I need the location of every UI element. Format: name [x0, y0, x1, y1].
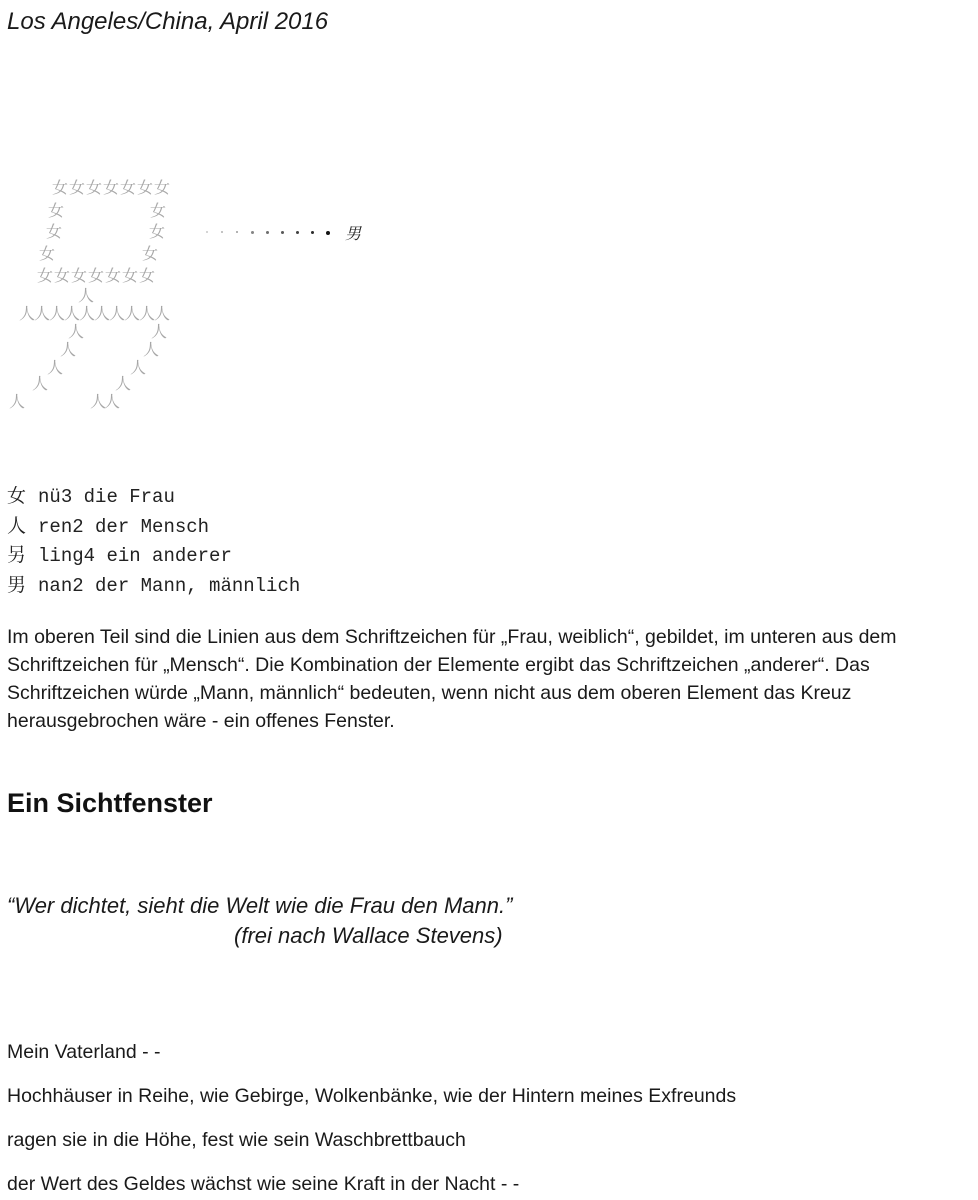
figure-glyph: 人: [68, 322, 85, 341]
figure-glyph: 女: [103, 178, 120, 197]
figure-glyph: 人: [78, 286, 95, 305]
figure-glyph: 人: [139, 304, 156, 323]
figure-glyph: 人: [124, 304, 141, 323]
glossary-meaning: der Mann, männlich: [95, 575, 301, 597]
glossary-pinyin: nü3: [38, 486, 73, 508]
figure-glyph: 女: [46, 222, 63, 241]
section-title: Ein Sichtfenster: [7, 788, 213, 818]
figure-glyph: 女: [71, 266, 88, 285]
connector-dot: [296, 231, 299, 234]
glossary-entry: [7, 570, 300, 597]
glossary-char: 男: [7, 574, 27, 596]
glossary-char: 女: [7, 485, 27, 507]
connector-dot: [326, 231, 330, 235]
glossary-pinyin: nan2: [38, 575, 84, 597]
figure-glyph: 人: [109, 304, 126, 323]
figure-glyph: 人: [49, 304, 66, 323]
figure-glyph: 女: [54, 266, 71, 285]
poem-line: Hochhäuser in Reihe, wie Gebirge, Wolkenbänke, wie der Hintern meines Exfreunds: [7, 1085, 737, 1107]
poem-line: Mein Vaterland - -: [7, 1041, 161, 1063]
connector-dot: [221, 231, 223, 233]
place-date-header: Los Angeles/China, April 2016: [7, 8, 329, 35]
glossary-meaning: der Mensch: [95, 516, 210, 538]
character-figure: [0, 176, 200, 416]
figure-glyph: 女: [37, 266, 54, 285]
connector-dot: [266, 231, 269, 234]
figure-glyph: 人: [9, 392, 26, 411]
figure-glyph: 女: [39, 244, 56, 263]
figure-glyph: 女: [88, 266, 105, 285]
figure-glyph: 女: [150, 201, 167, 220]
figure-glyph: 人: [151, 322, 168, 341]
figure-glyph: 女: [137, 178, 154, 197]
connector-dot: [251, 231, 254, 234]
explanation-paragraph: Im oberen Teil sind die Linien aus dem Schriftzeichen für „Frau, weiblich“, gebildet, im unteren aus dem Schriftzeichen für „Mensch“. Die Kombination der Elemente ergibt das Schriftzeichen „anderer“. Das Schriftzeichen würde „Mann, männlich“ bedeuten, wenn nicht aus dem oberen Element das Kreuz herausgebrochen wäre - ein offenes Fenster.: [7, 626, 897, 732]
figure-glyph: 女: [120, 178, 137, 197]
glossary-pinyin: ren2: [38, 516, 84, 538]
connector-dot: [281, 231, 284, 234]
figure-glyph: 女: [139, 266, 156, 285]
figure-glyph: 女: [142, 244, 159, 263]
figure-glyph: 女: [105, 266, 122, 285]
glossary-char: 人: [7, 515, 27, 537]
glossary-char: 另: [7, 544, 27, 566]
figure-glyph: 人: [19, 304, 36, 323]
figure-glyph: 女: [86, 178, 103, 197]
figure-glyph: 人: [32, 374, 49, 393]
figure-glyph: 人: [90, 392, 107, 411]
connector-dot: [206, 231, 208, 233]
figure-glyph: 人: [104, 392, 121, 411]
epigraph-attribution: (frei nach Wallace Stevens): [234, 923, 503, 948]
figure-glyph: 人: [79, 304, 96, 323]
glossary-meaning: die Frau: [83, 486, 175, 508]
result-character: 男: [345, 224, 362, 243]
figure-glyph: 人: [154, 304, 171, 323]
figure-glyph: 人: [47, 358, 64, 377]
figure-glyph: 人: [34, 304, 51, 323]
glossary-entry: [7, 540, 232, 567]
poem-line: der Wert des Geldes wächst wie seine Kraft in der Nacht - -: [7, 1173, 520, 1195]
figure-glyph: 女: [52, 178, 69, 197]
glossary-entry: [7, 511, 209, 538]
figure-glyph: 人: [60, 340, 77, 359]
figure-glyph: 女: [149, 222, 166, 241]
figure-glyph: 人: [115, 374, 132, 393]
figure-glyph: 女: [122, 266, 139, 285]
figure-glyph: 人: [130, 358, 147, 377]
poem-line: ragen sie in die Höhe, fest wie sein Waschbrettbauch: [7, 1129, 466, 1151]
connector-dot: [311, 231, 314, 234]
connector-dot: [236, 231, 238, 233]
figure-glyph: 人: [94, 304, 111, 323]
epigraph-quote: “Wer dichtet, sieht die Welt wie die Frau den Mann.”: [7, 893, 513, 918]
figure-glyph: 人: [143, 340, 160, 359]
figure-glyph: 女: [154, 178, 171, 197]
glossary-entry: [7, 481, 175, 508]
glossary-pinyin: ling4: [38, 545, 96, 567]
figure-glyph: 人: [64, 304, 81, 323]
figure-glyph: 女: [48, 201, 65, 220]
figure-glyph: 女: [69, 178, 86, 197]
glossary-meaning: ein anderer: [106, 545, 232, 567]
